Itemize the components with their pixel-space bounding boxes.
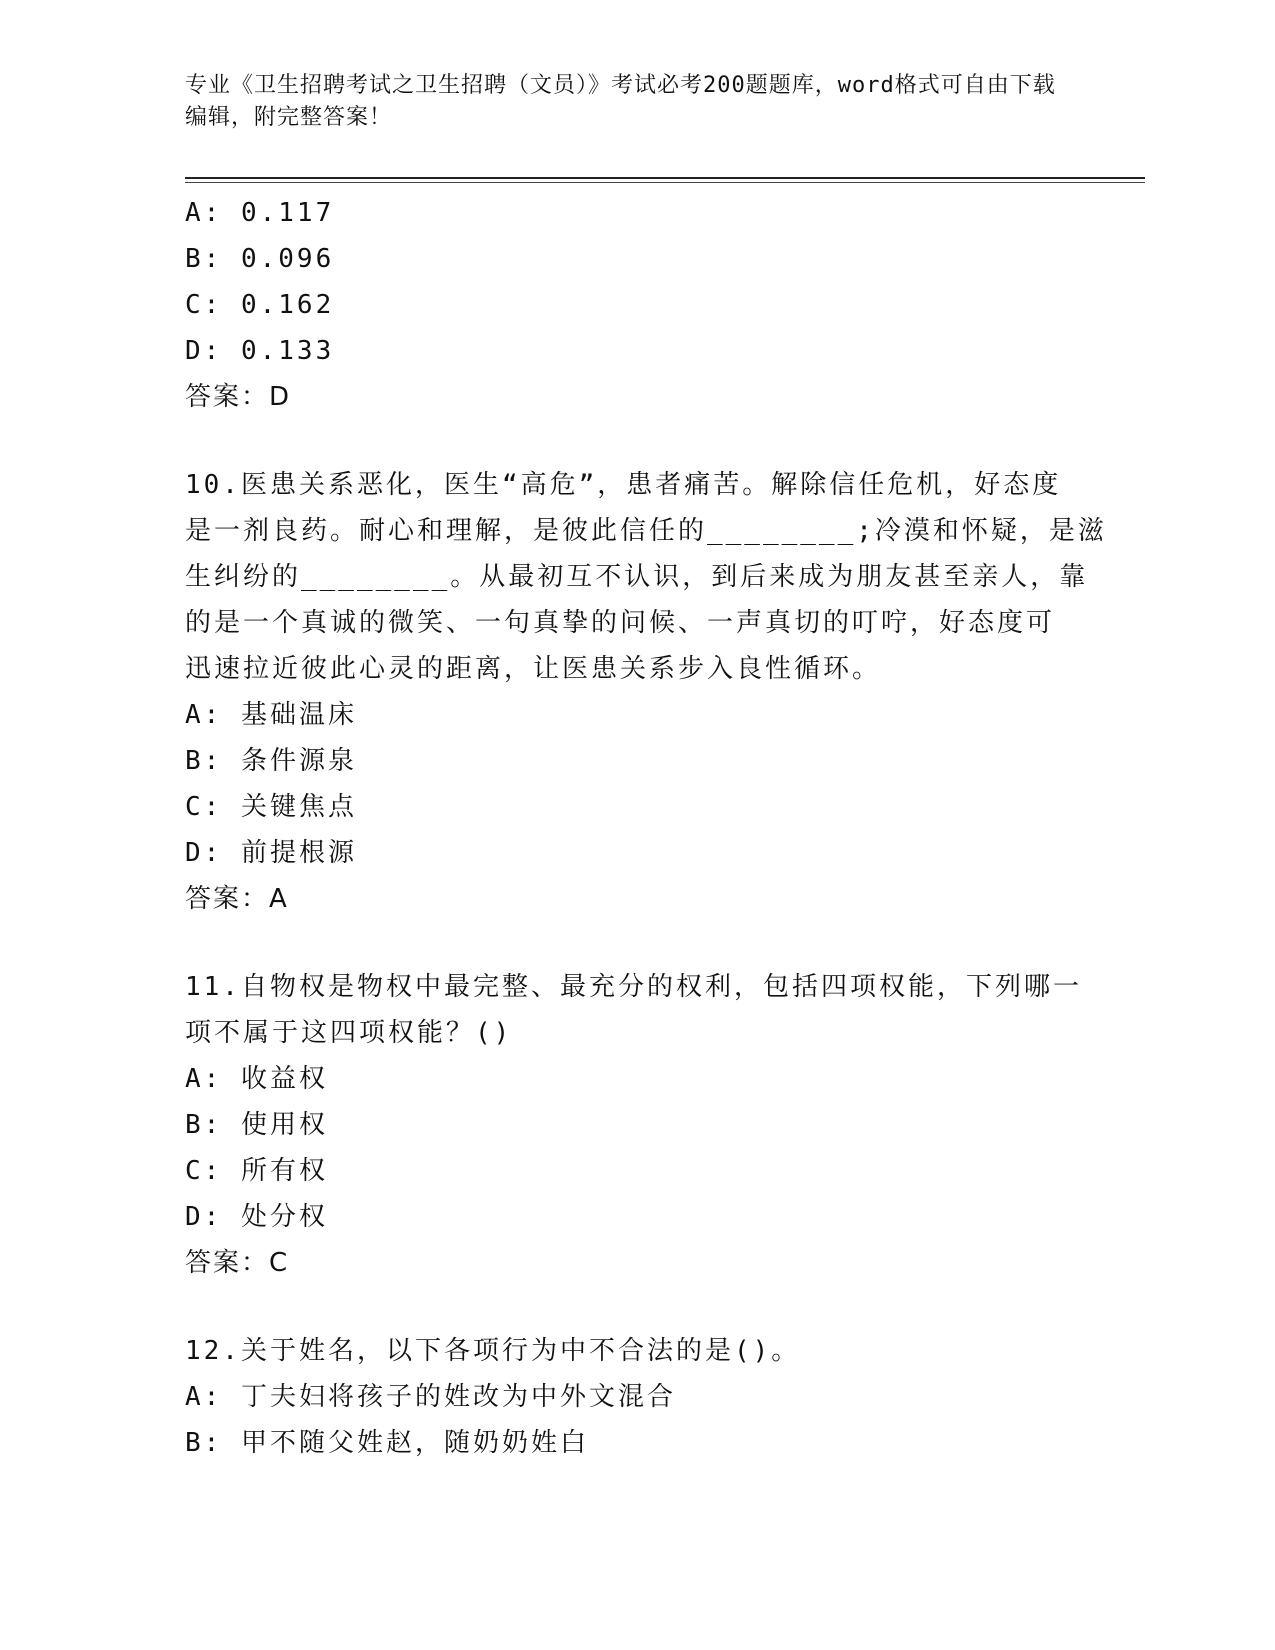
option-c: C: 关键焦点 <box>185 792 357 822</box>
question-text-line: 是一剂良药。耐心和理解，是彼此信任的________;冷漠和怀疑，是滋 <box>185 516 1107 546</box>
option-d: D: 处分权 <box>185 1202 328 1232</box>
option-d: D: 前提根源 <box>185 838 357 868</box>
document-header: 专业《卫生招聘考试之卫生招聘（文员）》考试必考200题题库，word格式可自由下载编辑，附完整答案！ <box>185 73 1056 130</box>
option-c: C: 所有权 <box>185 1156 328 1186</box>
question-text-line: 12.关于姓名，以下各项行为中不合法的是()。 <box>185 1336 801 1366</box>
option-b: B: 使用权 <box>185 1110 328 1140</box>
question-text-line: 10.医患关系恶化，医生“高危”，患者痛苦。解除信任危机，好态度 <box>185 470 1062 500</box>
question-block-11 <box>185 964 1085 1286</box>
option-a: A: 丁夫妇将孩子的姓改为中外文混合 <box>185 1382 676 1412</box>
question-content <box>185 190 1107 1466</box>
option-b: B: 0.096 <box>185 244 335 274</box>
option-a: A: 0.117 <box>185 198 335 228</box>
header-divider-thick <box>185 177 1145 179</box>
question-block-9 <box>185 190 1085 420</box>
question-text-line: 11.自物权是物权中最完整、最充分的权利，包括四项权能，下列哪一 <box>185 972 1082 1002</box>
option-b: B: 甲不随父姓赵，随奶奶姓白 <box>185 1428 589 1458</box>
option-b: B: 条件源泉 <box>185 746 357 776</box>
question-text-line: 迅速拉近彼此心灵的距离，让医患关系步入良性循环。 <box>185 654 882 684</box>
header-divider-thin <box>185 182 1145 183</box>
option-a: A: 基础温床 <box>185 700 357 730</box>
question-text-line: 项不属于这四项权能？() <box>185 1018 513 1048</box>
answer-line: 答案：A <box>185 884 289 914</box>
option-c: C: 0.162 <box>185 290 335 320</box>
answer-line: 答案：C <box>185 1248 290 1278</box>
question-block-10 <box>185 462 1107 922</box>
question-text-line: 生纠纷的________。从最初互不认识，到后来成为朋友甚至亲人，靠 <box>185 562 1089 592</box>
answer-line: 答案：D <box>185 382 292 412</box>
question-text-line: 的是一个真诚的微笑、一句真挚的问候、一声真切的叮咛，好态度可 <box>185 608 1056 638</box>
option-d: D: 0.133 <box>185 336 335 366</box>
question-block-12 <box>185 1328 1085 1466</box>
option-a: A: 收益权 <box>185 1064 328 1094</box>
